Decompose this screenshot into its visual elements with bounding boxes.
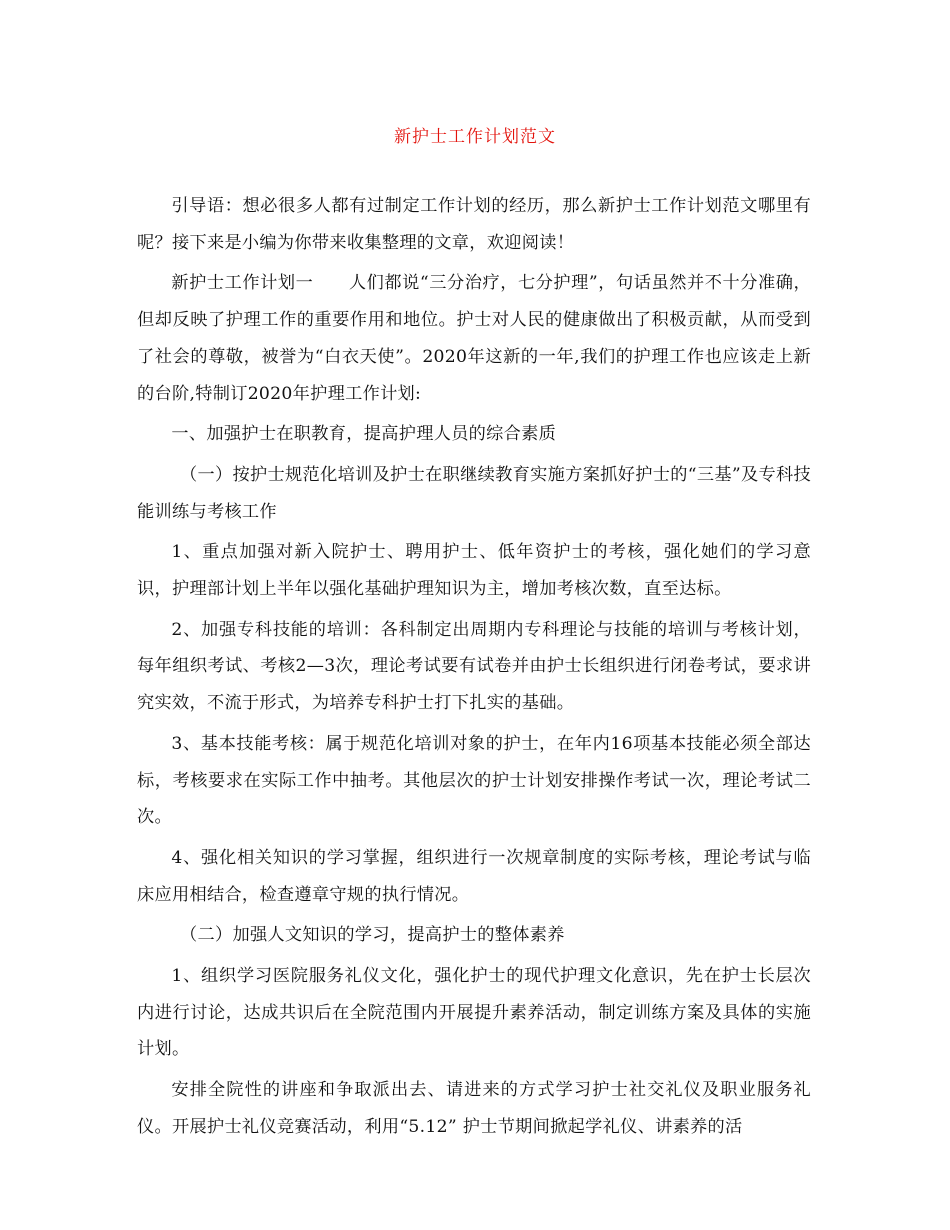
item-paragraph-1: 1、重点加强对新入院护士、聘用护士、低年资护士的考核，强化她们的学习意识，护理部计划上半年以强化基础护理知识为主，增加考核次数，直至达标。 (137, 542, 811, 600)
subsection-heading-two: （二）加强人文知识的学习，提高护士的整体素养 (180, 925, 565, 946)
item-paragraph-5: 1、组织学习医院服务礼仪文化，强化护士的现代护理文化意识，先在护士长层次内进行讨论，达成共识后在全院范围内开展提升素养活动，制定训练方案及具体的实施计划。 (137, 966, 811, 1060)
plan-one-paragraph: 新护士工作计划一 人们都说“三分治疗，七分护理”，句话虽然并不十分准确，但却反映了护理工作的重要作用和地位。护士对人民的健康做出了积极贡献，从而受到了社会的尊敬，被誉为“白衣天使”。2020年这新的一年,我们的护理工作也应该走上新的台阶,特制订2020年护理工作计划: (137, 273, 811, 404)
intro-paragraph: 引导语：想必很多人都有过制定工作计划的经历，那么新护士工作计划范文哪里有呢？接下来是小编为你带来收集整理的文章，欢迎阅读！ (137, 196, 811, 253)
item-paragraph-3: 3、基本技能考核：属于规范化培训对象的护士，在年内16项基本技能必须全部达标，考核要求在实际工作中抽考。其他层次的护士计划安排操作考试一次，理论考试二次。 (137, 733, 811, 828)
etiquette-paragraph: 安排全院性的讲座和争取派出去、请进来的方式学习护士社交礼仪及职业服务礼仪。开展护士礼仪竞赛活动，利用“5.12” 护士节期间掀起学礼仪、讲素养的活 (137, 1080, 811, 1137)
document-body (137, 188, 811, 1150)
item-paragraph-4: 4、强化相关知识的学习掌握，组织进行一次规章制度的实际考核，理论考试与临床应用相结合，检查遵章守规的执行情况。 (137, 847, 811, 905)
item-paragraph-2: 2、加强专科技能的培训：各科制定出周期内专科理论与技能的培训与考核计划，每年组织考试、考核2—3次，理论考试要有试卷并由护士长组织进行闭卷考试，要求讲究实效，不流于形式，为培养专科护士打下扎实的基础。 (137, 619, 811, 714)
subsection-heading-one: （一）按护士规范化培训及护士在职继续教育实施方案抓好护士的“三基”及专科技能训练与考核工作 (137, 464, 811, 522)
document-title: 新护士工作计划范文 (394, 127, 556, 147)
section-heading-one: 一、加强护士在职教育，提高护理人员的综合素质 (171, 424, 557, 445)
